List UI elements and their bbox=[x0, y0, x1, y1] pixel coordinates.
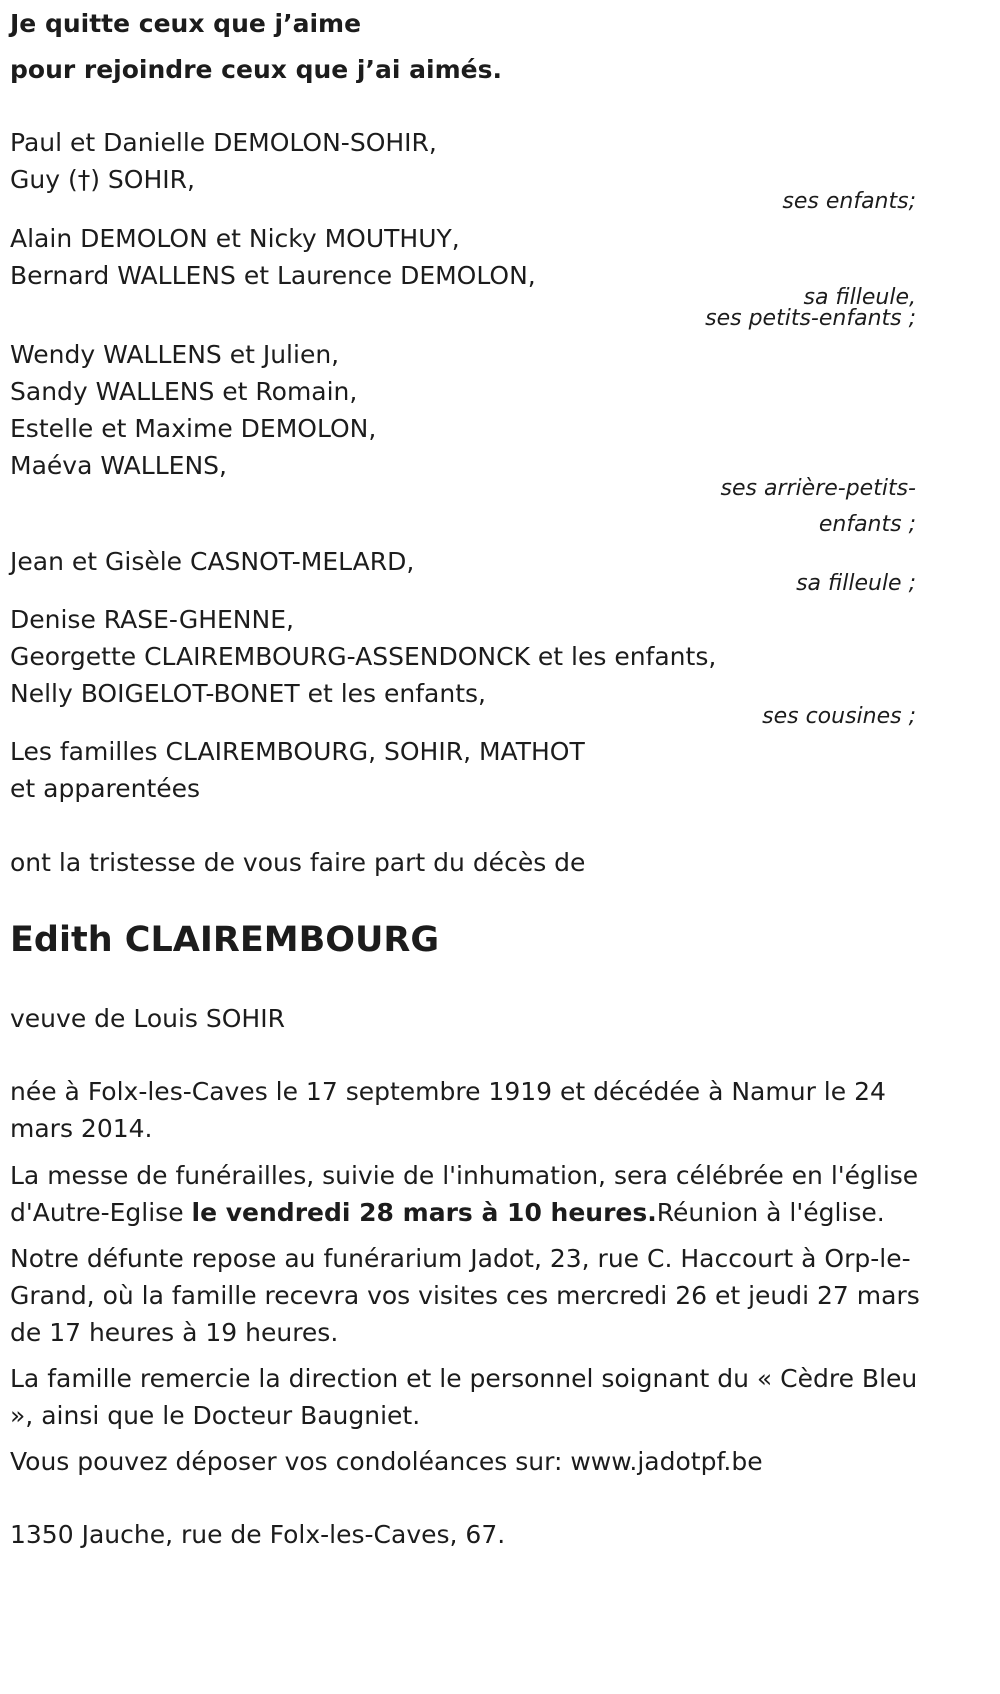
condolences-text: Vous pouvez déposer vos condoléances sur: www.jadotpf.be bbox=[10, 1447, 763, 1476]
funeral-line-1: La messe de funérailles, suivie de l'inhumation, sera célébrée en l'église bbox=[10, 1161, 919, 1190]
funeral-meeting-text: Réunion à l'église. bbox=[656, 1198, 885, 1227]
family-member-line: Nelly BOIGELOT-BONET et les enfants, bbox=[10, 679, 486, 708]
role-goddaughter: sa filleule ; bbox=[796, 571, 916, 596]
role-cousins: ses cousines ; bbox=[762, 704, 916, 729]
family-member-line: Denise RASE-GHENNE, bbox=[10, 605, 294, 634]
deceased-name: Edith CLAIREMBOURG bbox=[10, 920, 440, 960]
epigraph-line-1: Je quitte ceux que j’aime bbox=[10, 9, 362, 38]
family-member-line: Jean et Gisèle CASNOT-MELARD, bbox=[10, 547, 415, 576]
widow-of-text: veuve de Louis SOHIR bbox=[10, 1004, 285, 1033]
announcement-text: ont la tristesse de vous faire part du décès de bbox=[10, 848, 586, 877]
role-filleule-note: sa filleule, bbox=[803, 285, 916, 310]
thanks-line: », ainsi que le Docteur Baugniet. bbox=[10, 1401, 421, 1430]
family-member-line: Bernard WALLENS et Laurence DEMOLON, bbox=[10, 261, 536, 290]
funeral-line-2 bbox=[10, 1196, 885, 1230]
birth-death-line-2: mars 2014. bbox=[10, 1114, 153, 1143]
family-member-line: Wendy WALLENS et Julien, bbox=[10, 340, 340, 369]
funerarium-line: de 17 heures à 19 heures. bbox=[10, 1318, 339, 1347]
funeral-location-text: d'Autre-Eglise bbox=[10, 1198, 192, 1227]
family-member-line: Guy (†) SOHIR, bbox=[10, 165, 195, 194]
role-grandchildren: ses petits-enfants ; bbox=[705, 306, 916, 331]
families-line-2: et apparentées bbox=[10, 774, 201, 803]
funerarium-line: Notre défunte repose au funérarium Jadot, 23, rue C. Haccourt à Orp-le- bbox=[10, 1244, 911, 1273]
funerarium-line: Grand, où la famille recevra vos visites ces mercredi 26 et jeudi 27 mars bbox=[10, 1281, 920, 1310]
families-line-1: Les familles CLAIREMBOURG, SOHIR, MATHOT bbox=[10, 737, 585, 766]
birth-death-line-1: née à Folx-les-Caves le 17 septembre 1919 et décédée à Namur le 24 bbox=[10, 1077, 886, 1106]
role-great-grandchildren-2: enfants ; bbox=[818, 512, 916, 537]
family-member-line: Maéva WALLENS, bbox=[10, 451, 227, 480]
funeral-date-time: le vendredi 28 mars à 10 heures. bbox=[191, 1198, 657, 1227]
role-children: ses enfants; bbox=[782, 189, 916, 214]
family-member-line: Sandy WALLENS et Romain, bbox=[10, 377, 358, 406]
role-great-grandchildren-1: ses arrière-petits- bbox=[720, 476, 916, 501]
family-member-line: Alain DEMOLON et Nicky MOUTHUY, bbox=[10, 224, 460, 253]
family-member-line: Paul et Danielle DEMOLON-SOHIR, bbox=[10, 128, 437, 157]
family-member-line: Estelle et Maxime DEMOLON, bbox=[10, 414, 377, 443]
address-text: 1350 Jauche, rue de Folx-les-Caves, 67. bbox=[10, 1520, 506, 1549]
family-member-line: Georgette CLAIREMBOURG-ASSENDONCK et les enfants, bbox=[10, 642, 717, 671]
thanks-line: La famille remercie la direction et le personnel soignant du « Cèdre Bleu bbox=[10, 1364, 918, 1393]
epigraph-line-2: pour rejoindre ceux que j’ai aimés. bbox=[10, 55, 502, 84]
